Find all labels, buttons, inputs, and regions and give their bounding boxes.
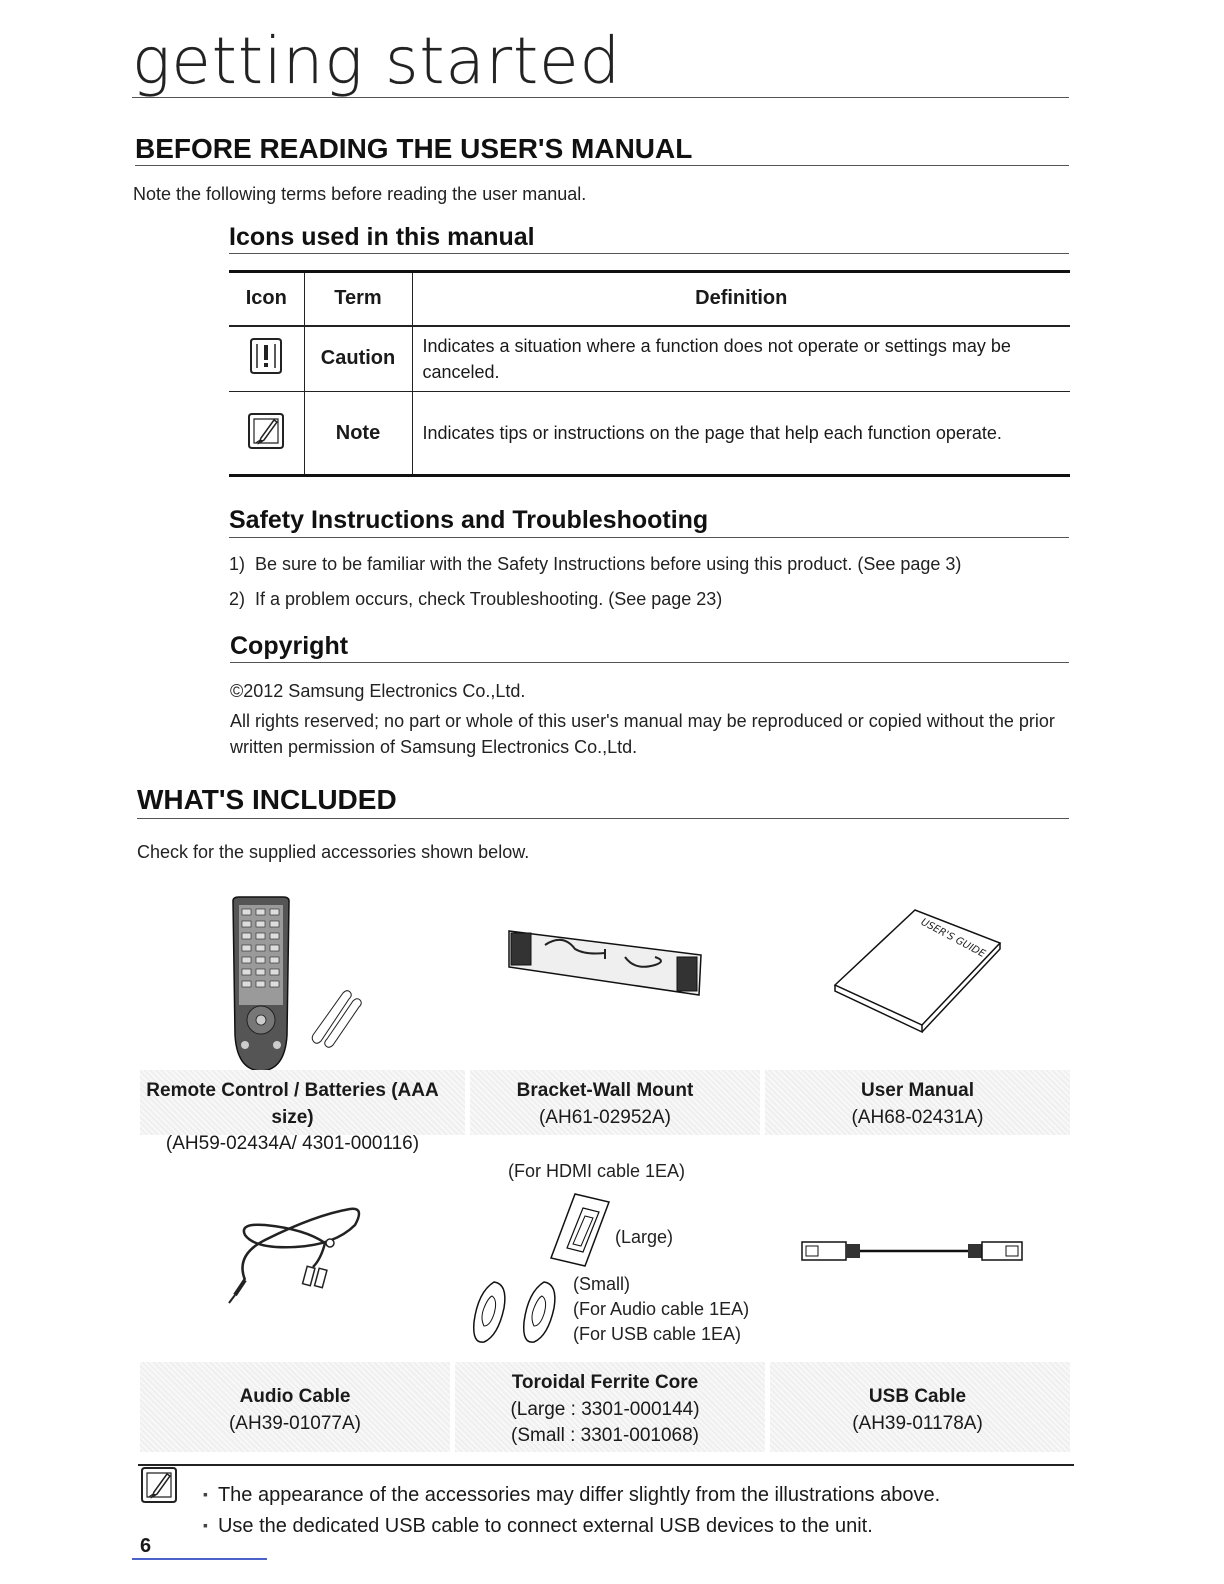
page-number: 6 xyxy=(140,1535,152,1557)
definition-caution: Indicates a situation where a function does not operate or settings may be canceled. xyxy=(412,326,1070,392)
remote-control-illustration xyxy=(225,895,365,1075)
whats-included-intro: Check for the supplied accessories shown below. xyxy=(137,842,530,862)
definition-note: Indicates tips or instructions on the page that help each function operate. xyxy=(412,392,1070,476)
copyright-line2: All rights reserved; no part or whole of this user's manual may be reproduced or copied without the prior written permission of Samsung Electronics Co.,Ltd. xyxy=(230,711,1055,758)
accessory-usb-label xyxy=(780,1384,1055,1437)
audio-cable-illustration xyxy=(225,1195,365,1305)
accessory-code: (AH68-02431A) xyxy=(851,1106,984,1128)
accessory-ferrite-label xyxy=(470,1370,740,1450)
user-manual-illustration xyxy=(830,905,1010,1035)
term-caution: Caution xyxy=(304,326,412,392)
accessory-code: (Large : 3301-000144) xyxy=(510,1398,700,1420)
accessory-code: (AH39-01178A) xyxy=(852,1412,983,1434)
usb-cable-illustration xyxy=(800,1236,1030,1266)
manual-cover-text: USER'S GUIDE xyxy=(918,916,987,960)
accessory-name: Remote Control / Batteries (AAA size) xyxy=(146,1080,439,1128)
copyright-rule xyxy=(230,662,1069,663)
before-reading-heading: BEFORE READING THE USER'S MANUAL xyxy=(135,133,693,164)
ferrite-large-note: (Large) xyxy=(615,1227,674,1247)
column-header-definition: Definition xyxy=(412,272,1070,326)
accessory-code: (Small : 3301-001068) xyxy=(511,1425,699,1447)
column-header-icon: Icon xyxy=(229,272,304,326)
accessory-remote-label xyxy=(140,1078,445,1158)
safety-rule xyxy=(229,537,1069,538)
icons-table xyxy=(229,270,1070,477)
icons-section-heading: Icons used in this manual xyxy=(229,223,535,251)
term-note: Note xyxy=(304,392,412,476)
before-reading-intro: Note the following terms before reading the user manual. xyxy=(133,184,587,204)
list-item: ▪ The appearance of the accessories may differ slightly from the illustrations above. xyxy=(203,1484,1083,1507)
accessory-name: USB Cable xyxy=(868,1386,967,1407)
safety-heading: Safety Instructions and Troubleshooting xyxy=(229,506,709,534)
ferrite-audio-note: (For Audio cable 1EA) xyxy=(573,1299,750,1320)
note-bullet-list xyxy=(203,1484,1083,1546)
title-rule xyxy=(132,97,1069,98)
accessory-code: (AH39-01077A) xyxy=(228,1412,362,1434)
before-reading-rule xyxy=(135,165,1069,166)
accessory-code: (AH61-02952A) xyxy=(538,1106,672,1128)
accessory-code: (AH59-02434A/ 4301-000116) xyxy=(165,1133,420,1155)
ferrite-small-notes xyxy=(573,1272,749,1348)
table-header-row xyxy=(229,272,1070,326)
icons-section-rule xyxy=(229,253,1069,254)
caution-icon xyxy=(248,336,284,376)
column-header-term: Term xyxy=(304,272,412,326)
accessory-manual-label xyxy=(780,1078,1055,1131)
accessory-bracket-label xyxy=(470,1078,740,1131)
ferrite-usb-note: (For USB cable 1EA) xyxy=(573,1324,742,1345)
ferrite-core-small-illustration xyxy=(468,1278,572,1348)
bracket-wall-mount-illustration xyxy=(505,925,705,1000)
page-title: getting started xyxy=(132,25,622,99)
whats-included-heading: WHAT'S INCLUDED xyxy=(137,784,397,815)
accessory-audio-label xyxy=(150,1384,440,1437)
page-number-rule xyxy=(132,1558,267,1560)
note-icon xyxy=(138,1464,180,1506)
ferrite-core-large-illustration xyxy=(545,1190,615,1270)
whats-included-rule xyxy=(137,818,1069,819)
accessory-name: Bracket-Wall Mount xyxy=(516,1080,694,1101)
table-row xyxy=(229,326,1070,392)
ferrite-small-note: (Small) xyxy=(573,1274,630,1294)
accessory-name: Toroidal Ferrite Core xyxy=(511,1372,699,1393)
list-item: 1) Be sure to be familiar with the Safety Instructions before using this product. (See page 3) xyxy=(229,554,962,574)
copyright-line1: ©2012 Samsung Electronics Co.,Ltd. xyxy=(230,681,526,701)
accessory-name: Audio Cable xyxy=(239,1386,351,1407)
ferrite-hdmi-note: (For HDMI cable 1EA) xyxy=(508,1161,686,1181)
list-item: 2) If a problem occurs, check Troubleshooting. (See page 23) xyxy=(229,589,723,610)
safety-list xyxy=(229,551,1079,621)
copyright-heading: Copyright xyxy=(230,632,349,660)
accessory-name: User Manual xyxy=(861,1080,974,1101)
note-rule xyxy=(138,1464,1074,1466)
note-icon xyxy=(246,410,286,452)
table-row xyxy=(229,392,1070,476)
list-item: ▪ Use the dedicated USB cable to connect external USB devices to the unit. xyxy=(203,1515,1083,1538)
